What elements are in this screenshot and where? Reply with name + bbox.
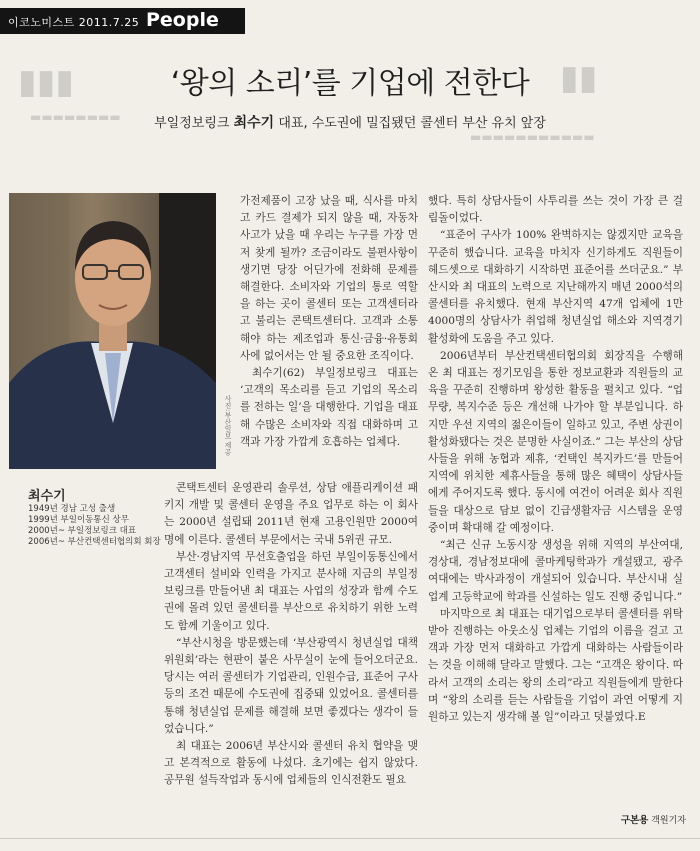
section-label: People (146, 9, 219, 31)
byline (621, 812, 686, 826)
paragraph: 최수기(62) 부일정보링크 대표는 ‘고객의 목소리를 듣고 기업의 목소리를 전하는 일’을 대행한다. 기업을 대표해 수많은 소비자와 직접 대화하며 고객과 가장 가깝게 호흡하는 업체다. (240, 367, 418, 448)
portrait-photo (9, 193, 216, 469)
article-column-2 (164, 480, 418, 790)
profile-item: 1999년 부일이동통신 상무 (28, 515, 129, 525)
portrait-illustration (9, 193, 216, 469)
subtitle-rest: 대표, 수도권에 밀집됐던 콜센터 부산 유치 앞장 (278, 116, 546, 131)
paragraph: 최 대표는 2006년 부산시와 콜센터 유치 협약을 맺고 본격적으로 활동에 나섰다. 초기에는 쉽지 않았다. 공무원 설득작업과 동시에 업체들의 인식전환도 필요 (164, 740, 418, 787)
profile-item: 2006년~ 부산컨택센터협의회 회장 (28, 537, 161, 547)
paragraph: 2006년부터 부산컨택센터협의회 회장직을 수행해 온 최 대표는 정기모임을 통한 정보교환과 직원들의 교육을 꾸준히 진행하며 왕성한 활동을 펼치고 있다. “업무량, 복지수준 등은 개선해 나가야 할 부분입니다. 하지만 우선 지역의 젊은이들이 일하고 있고, 주변 상권이 활성화됐다는 것은 분명한 사실이죠.” 그는 부산의 상담사들을 위해 농협과 제휴, ‘컨택인 복지카드’를 만들어 지역에 위치한 제휴사들을 통해 많은 혜택이 상담사들에게 주어지도록 했다. 동시에 여건이 어려운 회사 직원들을 대상으로 담보 없이 긴급생활자금 시스템을 운영 중이며 확대해 갈 예정이다. (428, 349, 683, 534)
paragraph: “표준어 구사가 100% 완벽하지는 않겠지만 교육을 꾸준히 했습니다. 교육을 마치자 신기하게도 직원들이 헤드셋으로 대화하기 시작하면 표준어를 쓰더군요.” 부산시와 최 대표의 노력으로 지난해까지 매년 2000석의 콜센터를 유치했다. 현재 부산지역 47개 업체에 1만4000명의 상담사가 취업해 청년실업 해소와 지역경기 활성화에 도움을 주고 있다. (428, 229, 683, 345)
publication-label: 이코노미스트 2011.7.25 (8, 16, 140, 29)
header-bar (0, 8, 245, 34)
subtitle-name: 최수기 (233, 115, 275, 131)
article-column-1 (240, 193, 418, 451)
photo-credit: 사진:부산일보 제공 (224, 395, 232, 456)
profile-name: 최수기 (28, 489, 66, 504)
article-column-3 (428, 193, 683, 726)
bottom-rule (0, 838, 700, 839)
bleed-through-background: ▮▮▮ ▮▮ ▬▬▬▬▬▬▬▬ ▬▬▬▬▬▬▬▬▬▬▬ (18, 58, 598, 144)
article-subtitle (0, 112, 700, 132)
byline-name: 구본용 (620, 815, 649, 826)
profile-item: 2000년~ 부일정보링크 대표 (28, 526, 137, 536)
paragraph: 했다. 특히 상담사들이 사투리를 쓰는 것이 가장 큰 걸림돌이었다. (428, 195, 683, 225)
paragraph: “최근 신규 노동시장 생성을 위해 지역의 부산여대, 경상대, 경남정보대에 콜마케팅학과가 개설됐고, 광주여대에는 박사과정이 개설되어 있습니다. 부산시내 실업계 고등학교에 학과를 신설하는 일도 진행 중입니다.” (428, 539, 683, 603)
paragraph: 부산·경남지역 무선호출업을 하던 부일이동통신에서 고객센터 설비와 인력을 가지고 분사해 지금의 부일정보링크를 만들어낸 최 대표는 사업의 성장과 함께 수도권에 몰려 있던 콜센터를 부산으로 유치하기 위한 노력도 함께 기울이고 있다. (164, 550, 418, 632)
paragraph: “부산시청을 방문했는데 ‘부산광역시 청년실업 대책위원회’라는 현판이 붙은 사무실이 눈에 들어오더군요. 당시는 여러 콜센터가 기업관리, 인원수급, 표준어 구사 등의 조건 때문에 수도권에 집중돼 있었어요. 콜센터를 통해 청년실업 문제를 해결해 보면 좋겠다는 생각이 들었습니다.” (164, 636, 418, 735)
profile-item: 1949년 경남 고성 출생 (28, 504, 116, 514)
article-title: ‘왕의 소리’를 기업에 전한다 (170, 66, 530, 101)
paragraph: 콘택트센터 운영관리 솔루션, 상담 애플리케이션 패키지 개발 및 콜센터 운영을 주요 업무로 하는 이 회사는 2000년 설립돼 2011년 현재 고용인원만 2000여 명에 이른다. 콜센터 부문에서는 국내 5위권 규모. (164, 482, 418, 546)
paragraph: 가전제품이 고장 났을 때, 식사를 마치고 카드 결제가 되지 않을 때, 자동차 사고가 났을 때 우리는 누구를 가장 먼저 찾게 될까? 조금이라도 불편사항이 생기면 당장 어딘가에 전화해 문제를 해결한다. 소비자와 기업의 통로 역할을 하는 곳이 콜센터 또는 고객센터라고 불리는 콘택트센터다. 고객과 소통해야 하는 제조업과 통신·금융·유통회사에 없어서는 안 될 중요한 조직이다. (240, 195, 418, 362)
subtitle-company: 부일정보링크 (154, 116, 230, 131)
byline-role: 객원기자 (651, 816, 686, 826)
profile-list (28, 504, 161, 548)
paragraph: 마지막으로 최 대표는 대기업으로부터 콜센터를 위탁 받아 진행하는 아웃소싱 업체는 기업의 이름을 걸고 고객과 가장 먼저 대화하고 가깝게 대화하는 사람들이라는 것을 이해해 달라고 말했다. 그는 “고객은 왕이다. 따라서 고객의 소리는 왕의 소리”라고 직원들에게 말한다며 “왕의 소리를 듣는 사람들을 기업이 과연 어떻게 지원하고 있는지 생각해 볼 일”이라고 덧붙였다.E (428, 607, 683, 724)
